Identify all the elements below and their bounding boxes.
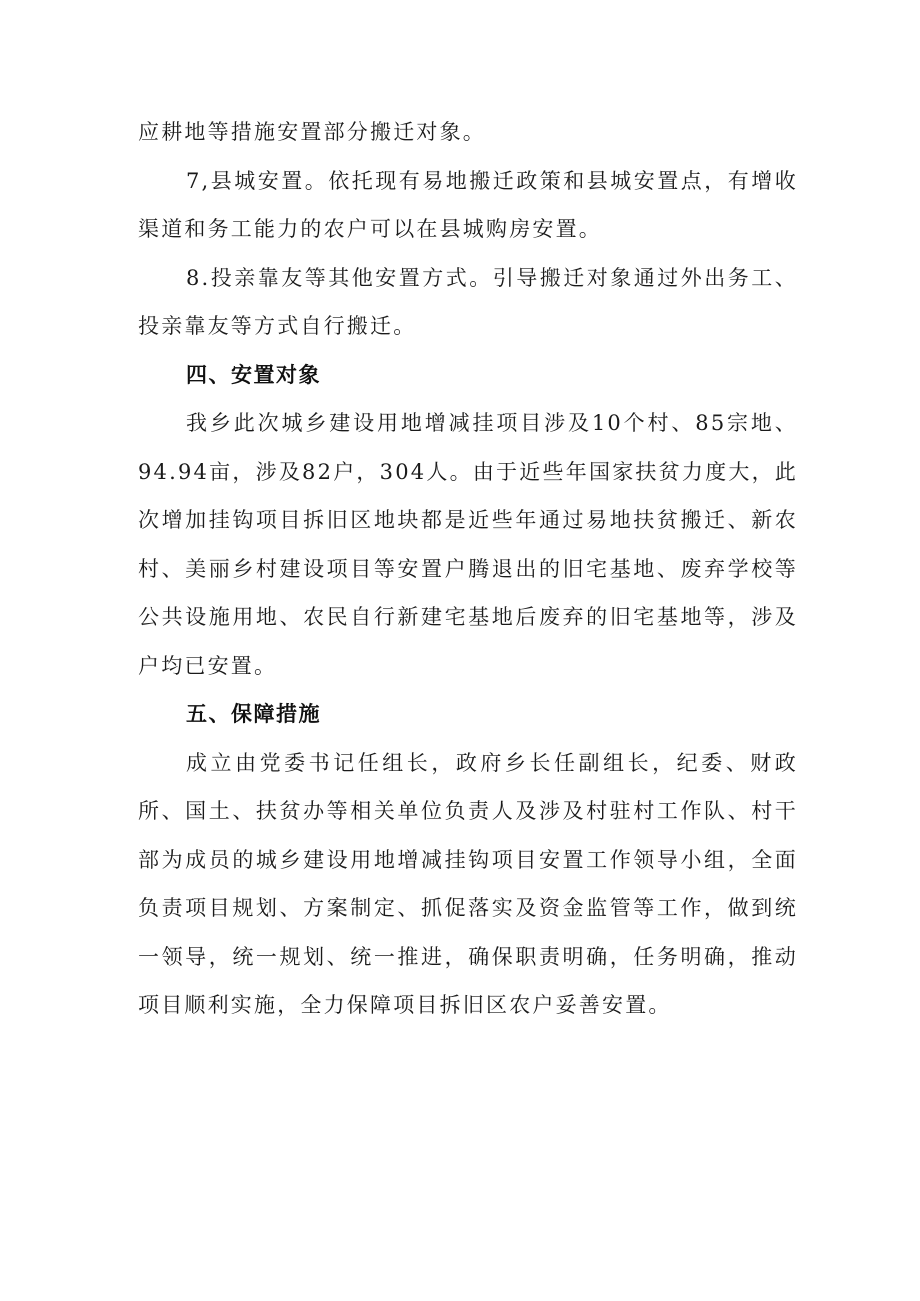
document-body [138,108,798,1030]
section-heading-safeguard-measures: 五、保障措施 [186,702,321,726]
paragraph-resettlement-targets: 我乡此次城乡建设用地增减挂项目涉及10个村、85宗地、94.94亩，涉及82户，304人。由于近些年国家扶贫力度大，此次增加挂钩项目拆旧区地块都是近些年通过易地扶贫搬迁、新农村、美丽乡村建设项目等安置户腾退出的旧宅基地、废弃学校等公共设施用地、农民自行新建宅基地后废弃的旧宅基地等，涉及户均已安置。 [138,411,798,678]
paragraph-continuation: 应耕地等措施安置部分搬迁对象。 [138,120,486,144]
section-heading-resettlement-targets: 四、安置对象 [186,362,321,387]
paragraph-relatives-resettlement: 8.投亲靠友等其他安置方式。引导搬迁对象通过外出务工、投亲靠友等方式自行搬迁。 [138,265,798,338]
paragraph-safeguard-measures: 成立由党委书记任组长，政府乡长任副组长，纪委、财政所、国土、扶贫办等相关单位负责人及涉及村驻村工作队、村干部为成员的城乡建设用地增减挂钩项目安置工作领导小组，全面负责项目规划、方案制定、抓促落实及资金监管等工作，做到统一领导，统一规划、统一推进，确保职责明确，任务明确，推动项目顺利实施，全力保障项目拆旧区农户妥善安置。 [138,750,798,1017]
paragraph-county-resettlement: 7,县城安置。依托现有易地搬迁政策和县城安置点，有增收渠道和务工能力的农户可以在县城购房安置。 [138,168,798,241]
